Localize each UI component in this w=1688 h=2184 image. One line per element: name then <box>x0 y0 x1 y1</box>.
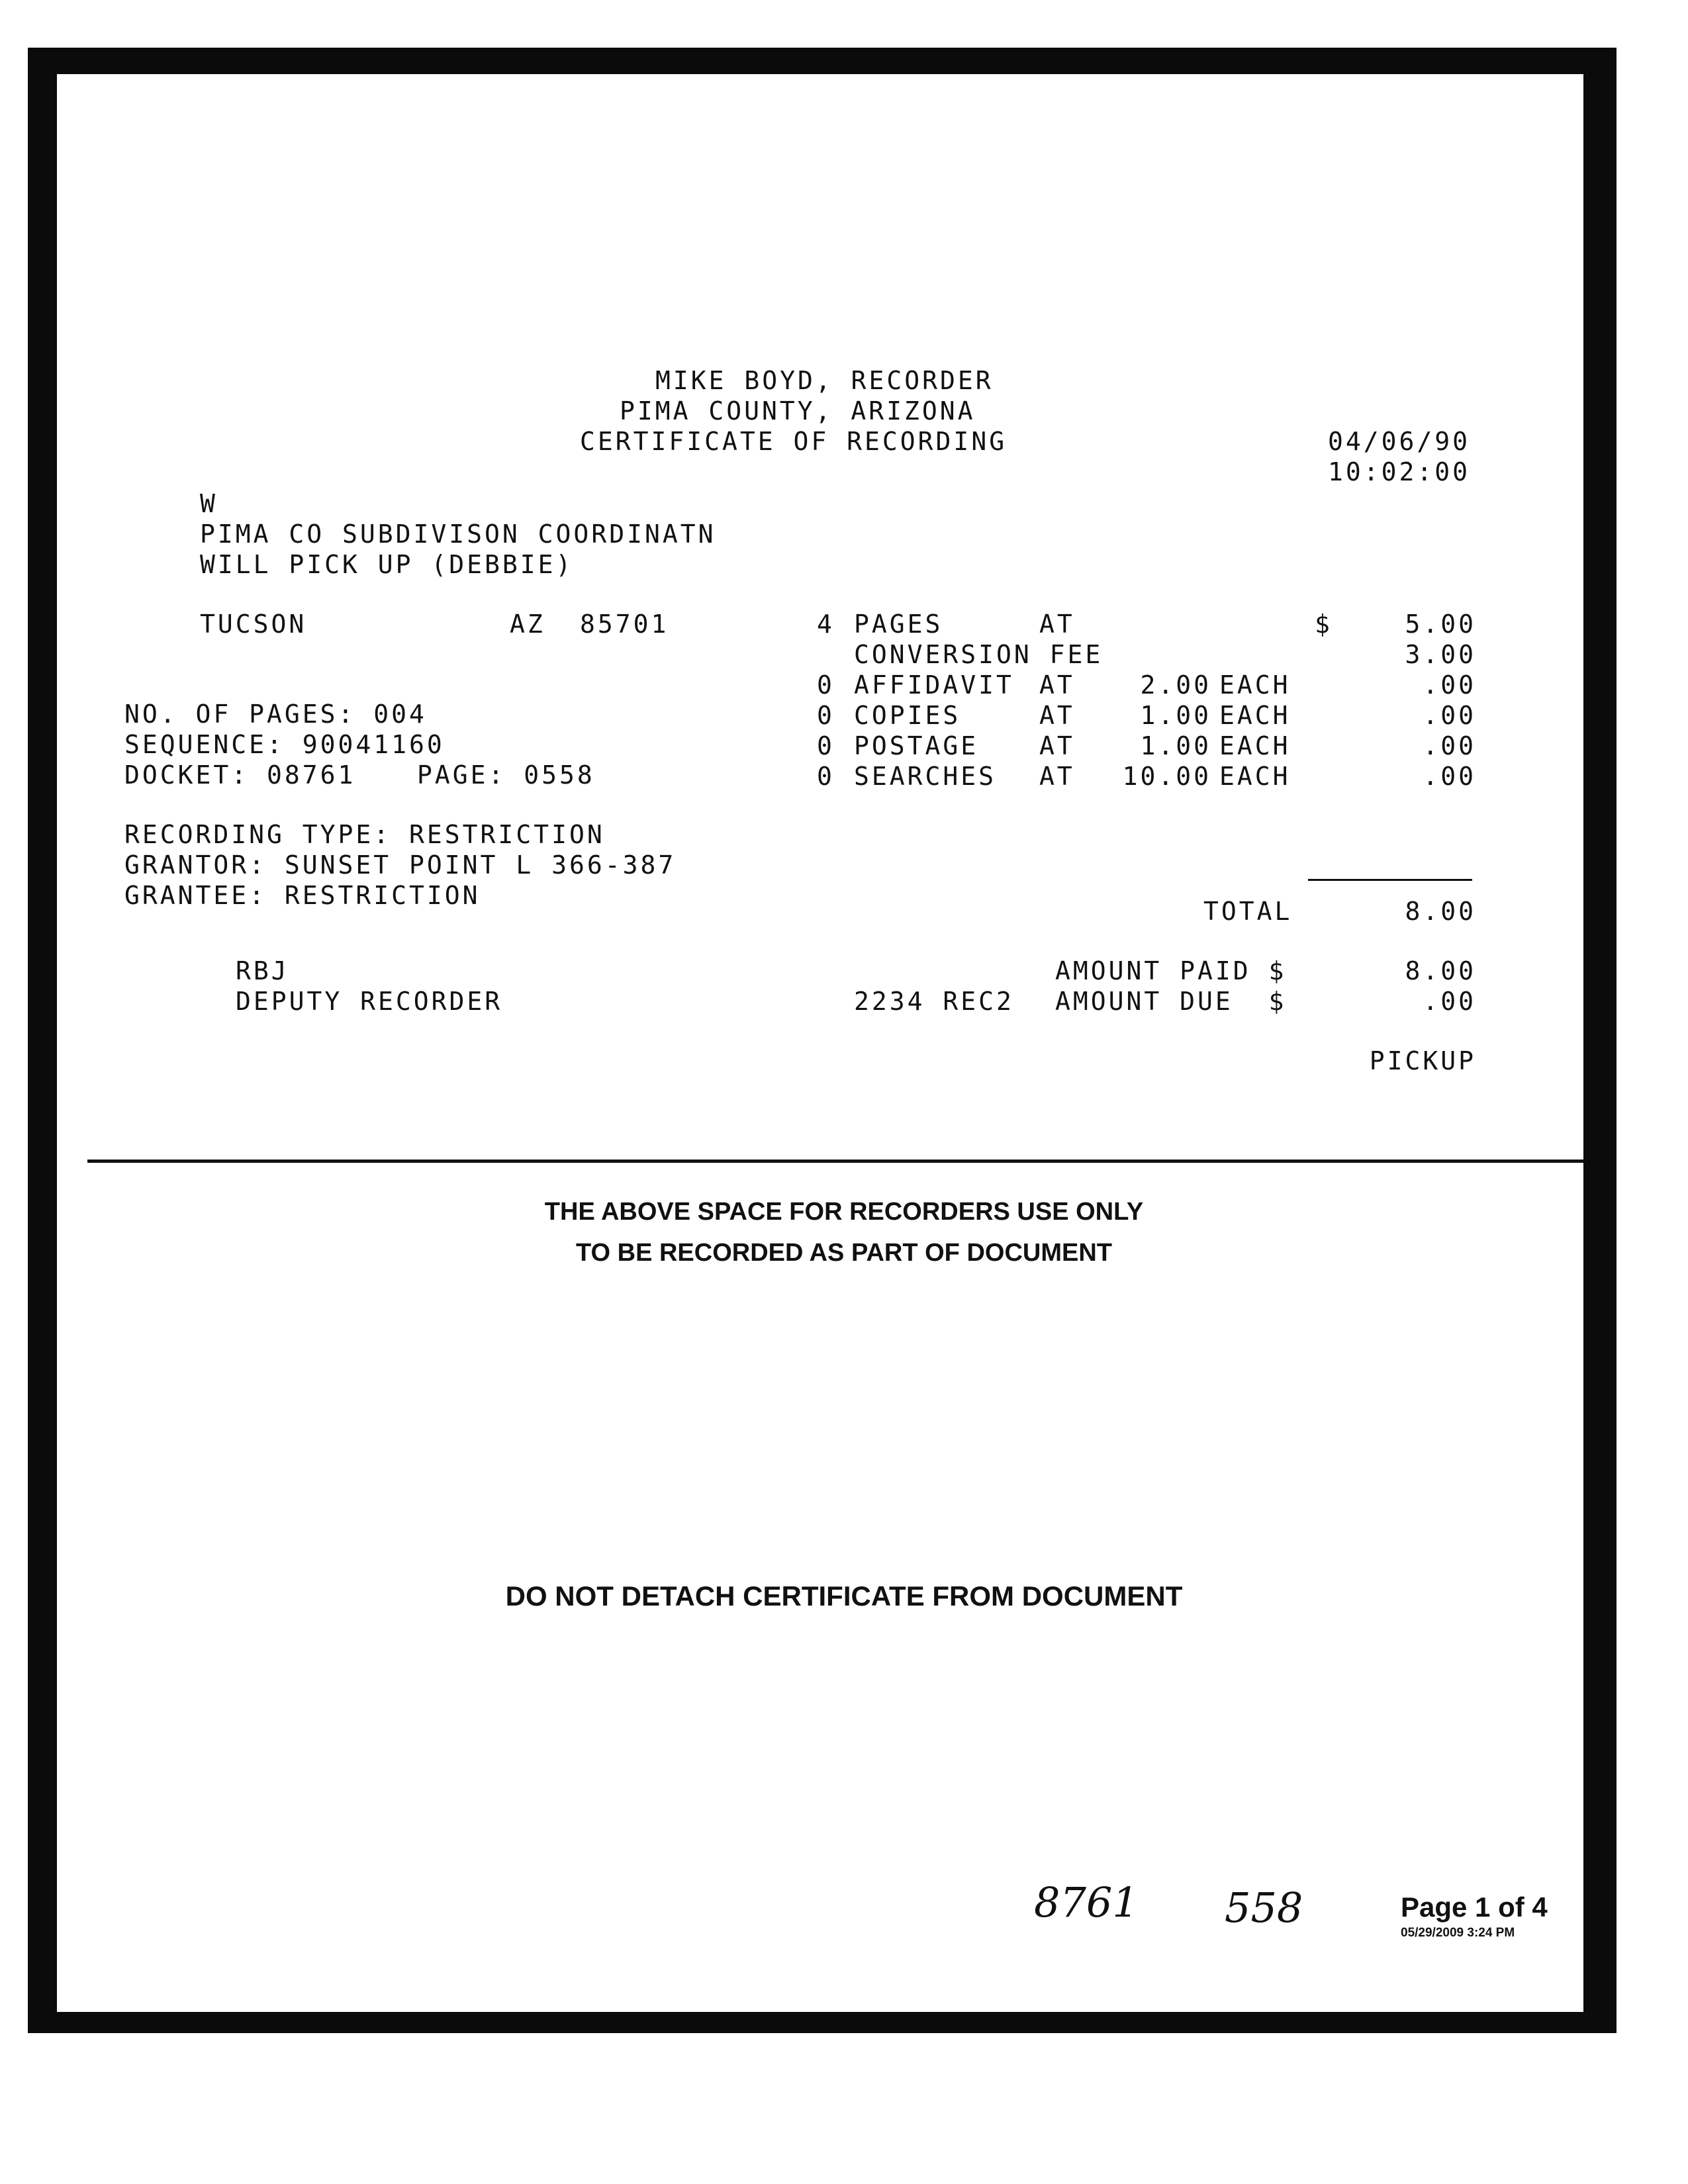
handwritten-page: 558 <box>1225 1884 1303 1932</box>
recording-date: 04/06/90 <box>1328 427 1471 456</box>
notice-recorded-part: TO BE RECORDED AS PART OF DOCUMENT <box>576 1239 1112 1267</box>
docket-number: DOCKET: 08761 <box>124 760 356 790</box>
fee-amount: 5.00 <box>1405 610 1476 639</box>
scan-border-bottom <box>28 2012 1617 2033</box>
fee-rate: 2.00 <box>1140 670 1211 700</box>
sequence-number: SEQUENCE: 90041160 <box>124 730 445 759</box>
fee-rate: 1.00 <box>1140 701 1211 730</box>
addressee-city: TUCSON <box>200 610 307 639</box>
deputy-title: DEPUTY RECORDER <box>236 987 503 1016</box>
amount-paid-value: 8.00 <box>1405 956 1476 985</box>
fee-currency: $ <box>1315 610 1333 639</box>
addressee-name: PIMA CO SUBDIVISON COORDINATN <box>200 520 716 549</box>
fee-amount: .00 <box>1423 701 1476 730</box>
county-name: PIMA COUNTY, ARIZONA <box>620 396 976 426</box>
fee-qty: 0 <box>817 670 835 700</box>
number-of-pages: NO. OF PAGES: 004 <box>124 700 427 729</box>
fee-at: AT <box>1039 762 1075 791</box>
fee-rate: 10.00 <box>1122 762 1211 791</box>
fee-item: COPIES <box>854 701 961 730</box>
grantor: GRANTOR: SUNSET POINT L 366-387 <box>124 850 677 880</box>
fee-amount: 3.00 <box>1405 640 1476 669</box>
fee-item: CONVERSION FEE <box>854 640 1103 669</box>
fee-amount: .00 <box>1423 762 1476 791</box>
fee-qty: 0 <box>817 701 835 730</box>
amount-due-value: .00 <box>1423 987 1476 1016</box>
page-of-label: Page 1 of 4 <box>1401 1891 1548 1923</box>
fee-item: AFFIDAVIT <box>854 670 1014 700</box>
print-timestamp: 05/29/2009 3:24 PM <box>1401 1926 1515 1940</box>
fee-amount: .00 <box>1423 670 1476 700</box>
total-rule <box>1308 879 1472 881</box>
scan-border-top <box>28 48 1617 74</box>
addressee-note: WILL PICK UP (DEBBIE) <box>200 550 574 579</box>
scan-border-left <box>28 48 57 2033</box>
fee-each: EACH <box>1219 701 1291 730</box>
fee-at: AT <box>1039 701 1075 730</box>
page-number: PAGE: 0558 <box>417 760 595 790</box>
delivery-method: PICKUP <box>1369 1046 1476 1075</box>
fee-qty: 4 <box>817 610 835 639</box>
recording-type: RECORDING TYPE: RESTRICTION <box>124 820 605 849</box>
notice-do-not-detach: DO NOT DETACH CERTIFICATE FROM DOCUMENT <box>505 1580 1183 1612</box>
notice-recorders-use: THE ABOVE SPACE FOR RECORDERS USE ONLY <box>544 1198 1144 1226</box>
addressee-code: W <box>200 489 218 518</box>
fee-rate: 1.00 <box>1140 731 1211 760</box>
amount-paid-label: AMOUNT PAID $ <box>1055 956 1287 985</box>
fee-qty: 0 <box>817 762 835 791</box>
fee-item: SEARCHES <box>854 762 997 791</box>
fee-qty: 0 <box>817 731 835 760</box>
fee-item: PAGES <box>854 610 943 639</box>
amount-due-label: AMOUNT DUE $ <box>1055 987 1287 1016</box>
register-code: 2234 REC2 <box>854 987 1014 1016</box>
fee-at: AT <box>1039 610 1075 639</box>
fee-amount: .00 <box>1423 731 1476 760</box>
addressee-state: AZ <box>510 610 545 639</box>
fee-item: POSTAGE <box>854 731 979 760</box>
divider-rule <box>87 1160 1583 1163</box>
scan-border-right <box>1583 48 1617 2033</box>
recording-time: 10:02:00 <box>1328 457 1471 486</box>
fee-at: AT <box>1039 670 1075 700</box>
fee-each: EACH <box>1219 731 1291 760</box>
handwritten-docket: 8761 <box>1034 1878 1139 1927</box>
fee-at: AT <box>1039 731 1075 760</box>
fee-each: EACH <box>1219 670 1291 700</box>
grantee: GRANTEE: RESTRICTION <box>124 881 481 910</box>
total-value: 8.00 <box>1405 897 1476 926</box>
fee-each: EACH <box>1219 762 1291 791</box>
certificate-title: CERTIFICATE OF RECORDING <box>580 427 1008 456</box>
recorder-name: MIKE BOYD, RECORDER <box>655 366 994 395</box>
deputy-initials: RBJ <box>236 956 289 985</box>
addressee-zip: 85701 <box>580 610 669 639</box>
total-label: TOTAL <box>1203 897 1293 926</box>
